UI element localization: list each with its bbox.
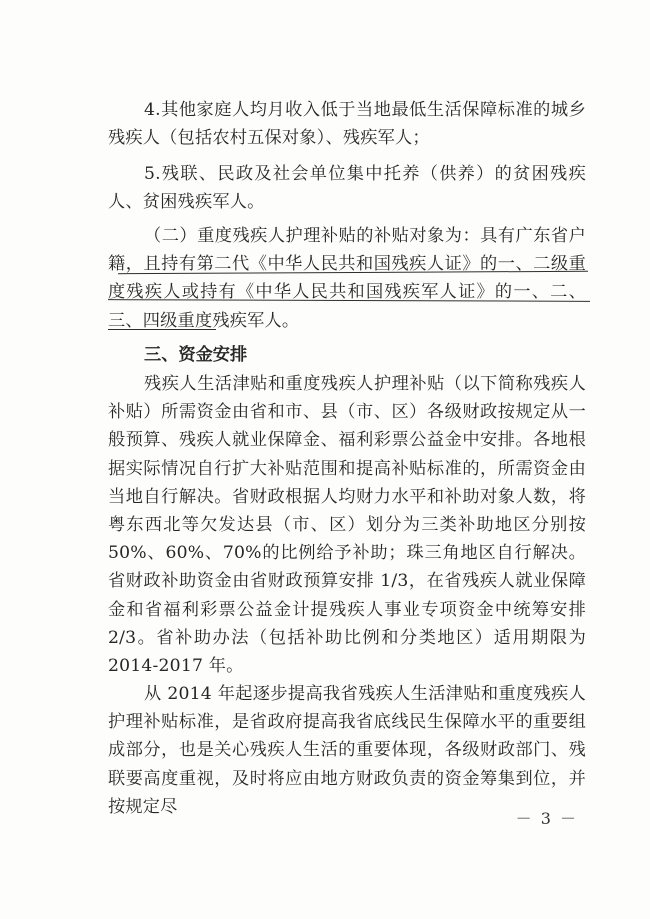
paragraph-item-4: 4.其他家庭人均月收入低于当地最低生活保障标准的城乡残疾人（包括农村五保对象）、残疾军人； [108, 100, 586, 149]
paragraph-subsidy-standard: 从 2014 年起逐步提高我省残疾人生活津贴和重度残疾人护理补贴标准，是省政府提高我省底线民生保障水平的重要组成部分，也是关心残疾人生活的重要体现，各级财政部门、残联要高度重视，及时将应由地方财政负责的资金筹集到位，并按规定尽 [108, 684, 586, 817]
page-number: － 3 － [515, 809, 578, 828]
paragraph-item-5: 5.残联、民政及社会单位集中托养（供养）的贫困残疾人、贫困残疾军人。 [108, 164, 586, 213]
section-heading-funding: 三、资金安排 [144, 345, 248, 365]
paragraph-severe-disability-subsidy: （二）重度残疾人护理补贴的补贴对象为：具有广东省户籍，且持有第二代《中华人民共和国残疾人证》的一、二级重度残疾人或持有《中华人民共和国残疾军人证》的一、二、三、四级重度残疾军人。 [108, 226, 586, 331]
paragraph-funding-arrangement: 残疾人生活津贴和重度残疾人护理补贴（以下简称残疾人补贴）所需资金由省和市、县（市、区）各级财政按规定从一般预算、残疾人就业保障金、福利彩票公益金中安排。各地根据实际情况自行扩大补贴范围和提高补贴标准的，所需资金由当地自行解决。省财政根据人均财力水平和补助对象人数，将粤东西北等欠发达县（市、区）划分为三类补助地区分别按 50%、60%、70%的比例给予补助；珠三角地区自行解决。省财政补助资金由省财政预算安排 1/3，在省残疾人就业保障金和省福利彩票公益金计提残疾人事业专项资金中统筹安排 2/3。省补助办法（包括补助比例和分类地区）适用期限为 2014-2017 年。 [108, 374, 586, 677]
pen-underline [108, 329, 216, 330]
